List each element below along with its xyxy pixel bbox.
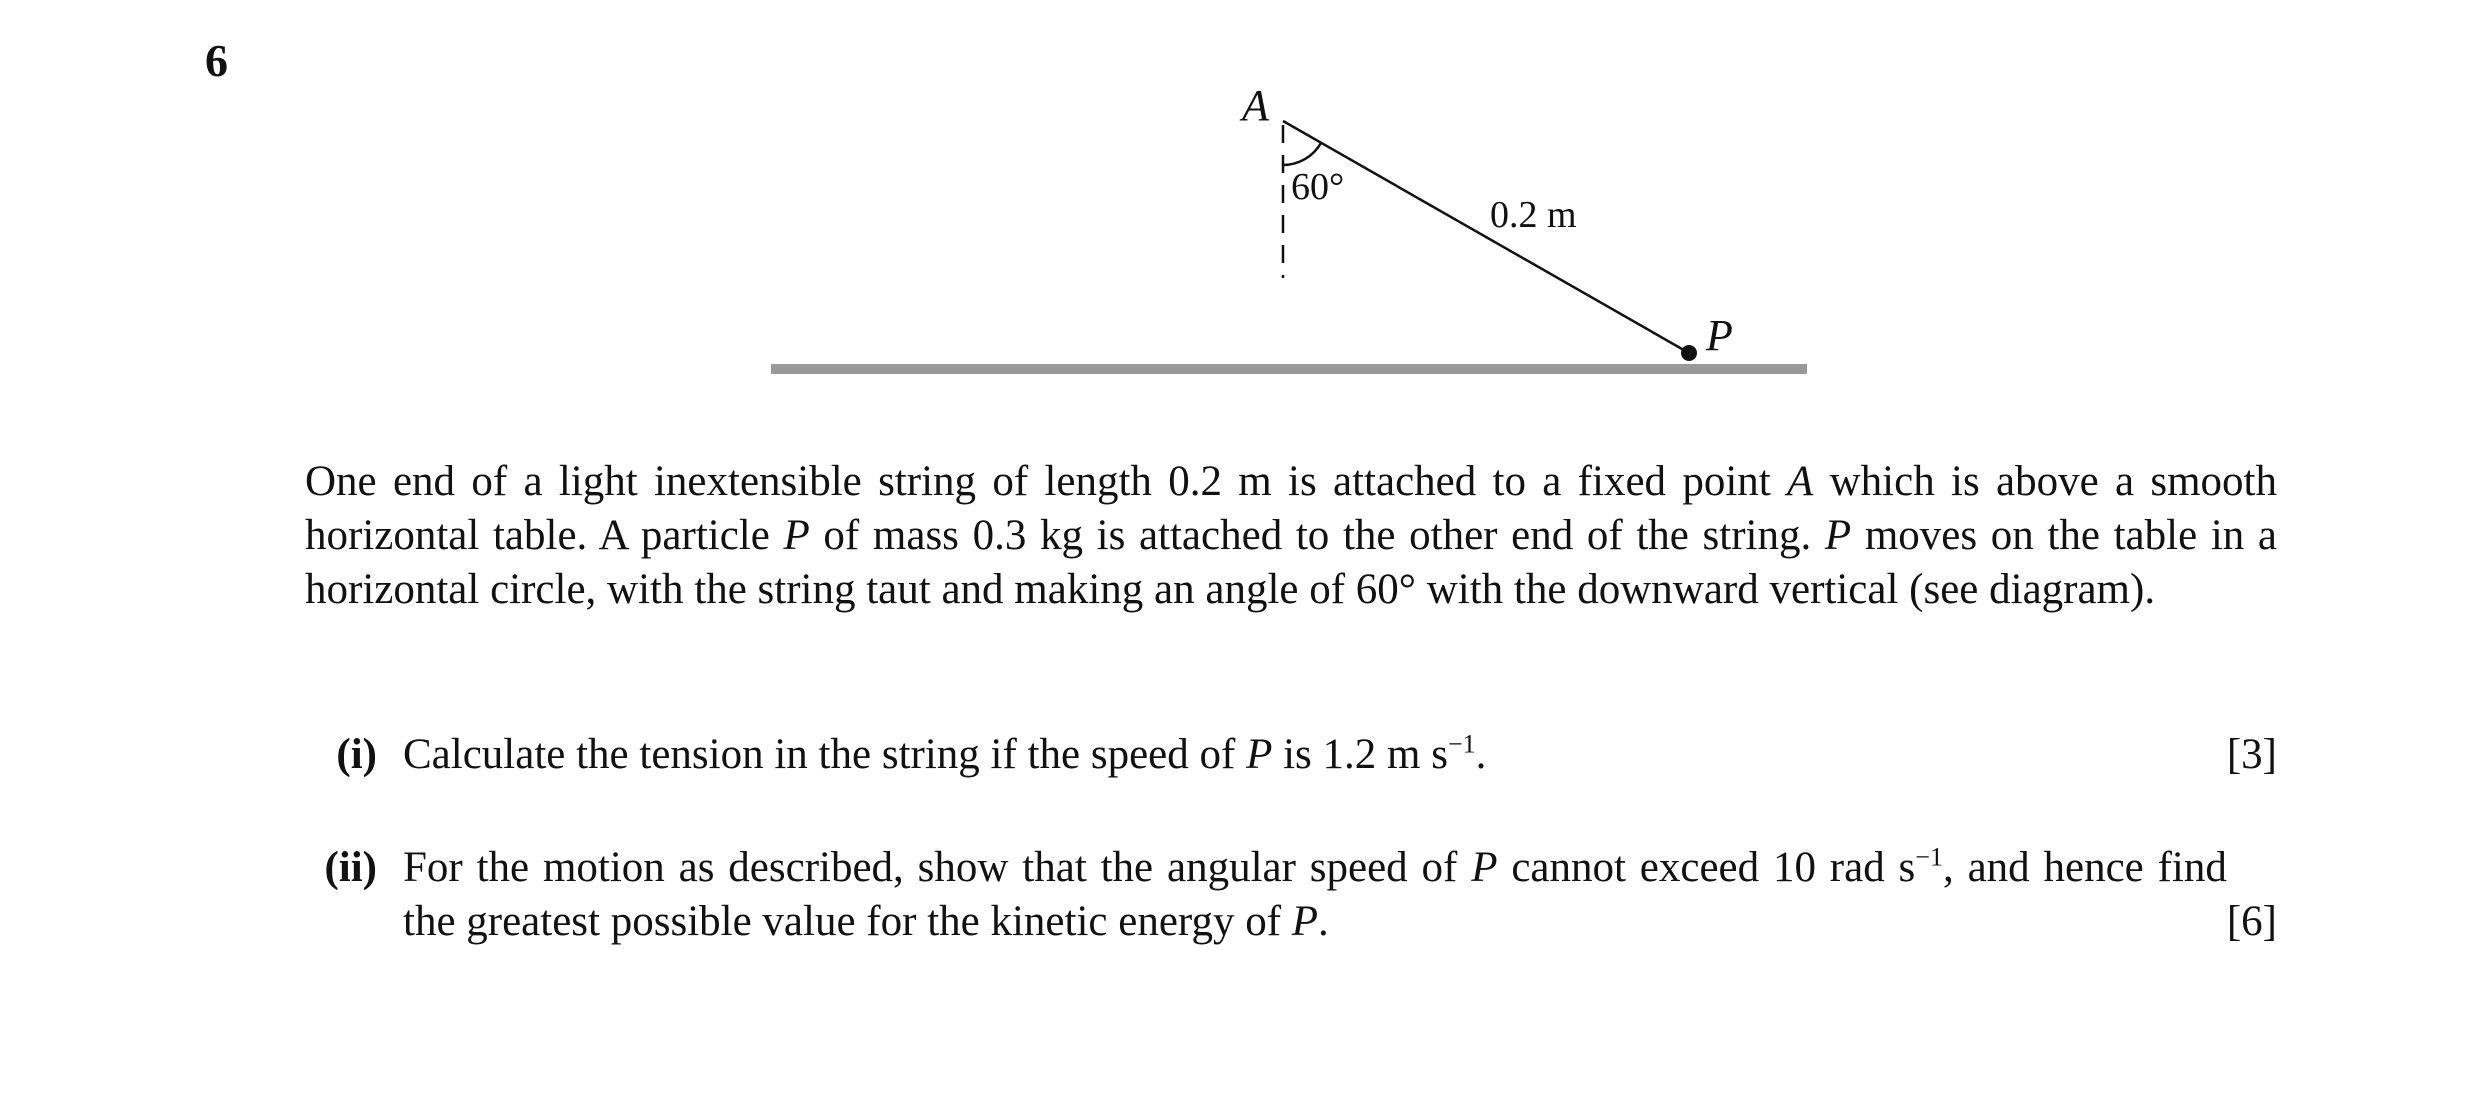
intro-var-a: A bbox=[1787, 458, 1814, 505]
problem-statement bbox=[305, 455, 2277, 617]
part-i bbox=[305, 728, 2277, 782]
string-particle-diagram bbox=[0, 0, 2480, 420]
intro-text-4: moves on the table in a horizontal circle, with the string taut and making an angle of 60° with the downward vertical (see diagram). bbox=[305, 512, 2278, 613]
intro-text-3: of mass 0.3 kg is attached to the other end of the string. bbox=[809, 512, 1825, 559]
label-p: P bbox=[1706, 311, 1733, 360]
length-label: 0.2 m bbox=[1490, 194, 1577, 236]
part-i-text bbox=[403, 728, 1486, 782]
part-ii-text-b: cannot exceed 10 rad s bbox=[1497, 844, 1916, 891]
part-i-text-a: Calculate the tension in the string if the speed of bbox=[403, 731, 1247, 778]
angle-arc bbox=[1283, 143, 1321, 165]
part-ii-marks: [6] bbox=[2226, 898, 2277, 945]
string-ap bbox=[1283, 121, 1689, 353]
part-ii-var-p2: P bbox=[1291, 898, 1319, 945]
particle-p bbox=[1681, 345, 1697, 361]
part-ii-text-d: . bbox=[1318, 898, 1329, 945]
part-ii-var-p1: P bbox=[1471, 844, 1498, 891]
intro-text-2: which is above a smooth horizontal table. A particle bbox=[305, 458, 2277, 559]
part-ii-text bbox=[403, 841, 2227, 949]
question-number: 6 bbox=[205, 35, 228, 86]
part-ii-text-a: For the motion as described, show that the angular speed of bbox=[403, 844, 1472, 891]
part-i-text-b: is 1.2 m s bbox=[1272, 731, 1448, 778]
part-ii-sup: −1 bbox=[1915, 842, 1943, 872]
part-ii-label: (ii) bbox=[324, 844, 377, 891]
intro-text-1: One end of a light inextensible string of length 0.2 m is attached to a fixed point bbox=[305, 458, 1788, 505]
part-i-sup: −1 bbox=[1447, 729, 1476, 759]
part-ii-text-c: , and hence find the greatest possible value for the kinetic energy of bbox=[403, 844, 2227, 945]
angle-label: 60° bbox=[1291, 166, 1345, 208]
label-a: A bbox=[1242, 81, 1269, 130]
intro-var-p1: P bbox=[783, 512, 810, 559]
part-i-label: (i) bbox=[336, 731, 377, 778]
part-i-var-p: P bbox=[1246, 731, 1273, 778]
part-i-text-c: . bbox=[1475, 731, 1487, 778]
part-i-marks: [3] bbox=[2226, 731, 2277, 778]
horizontal-table bbox=[771, 364, 1807, 374]
intro-var-p2: P bbox=[1824, 512, 1852, 559]
part-ii bbox=[305, 841, 2277, 949]
